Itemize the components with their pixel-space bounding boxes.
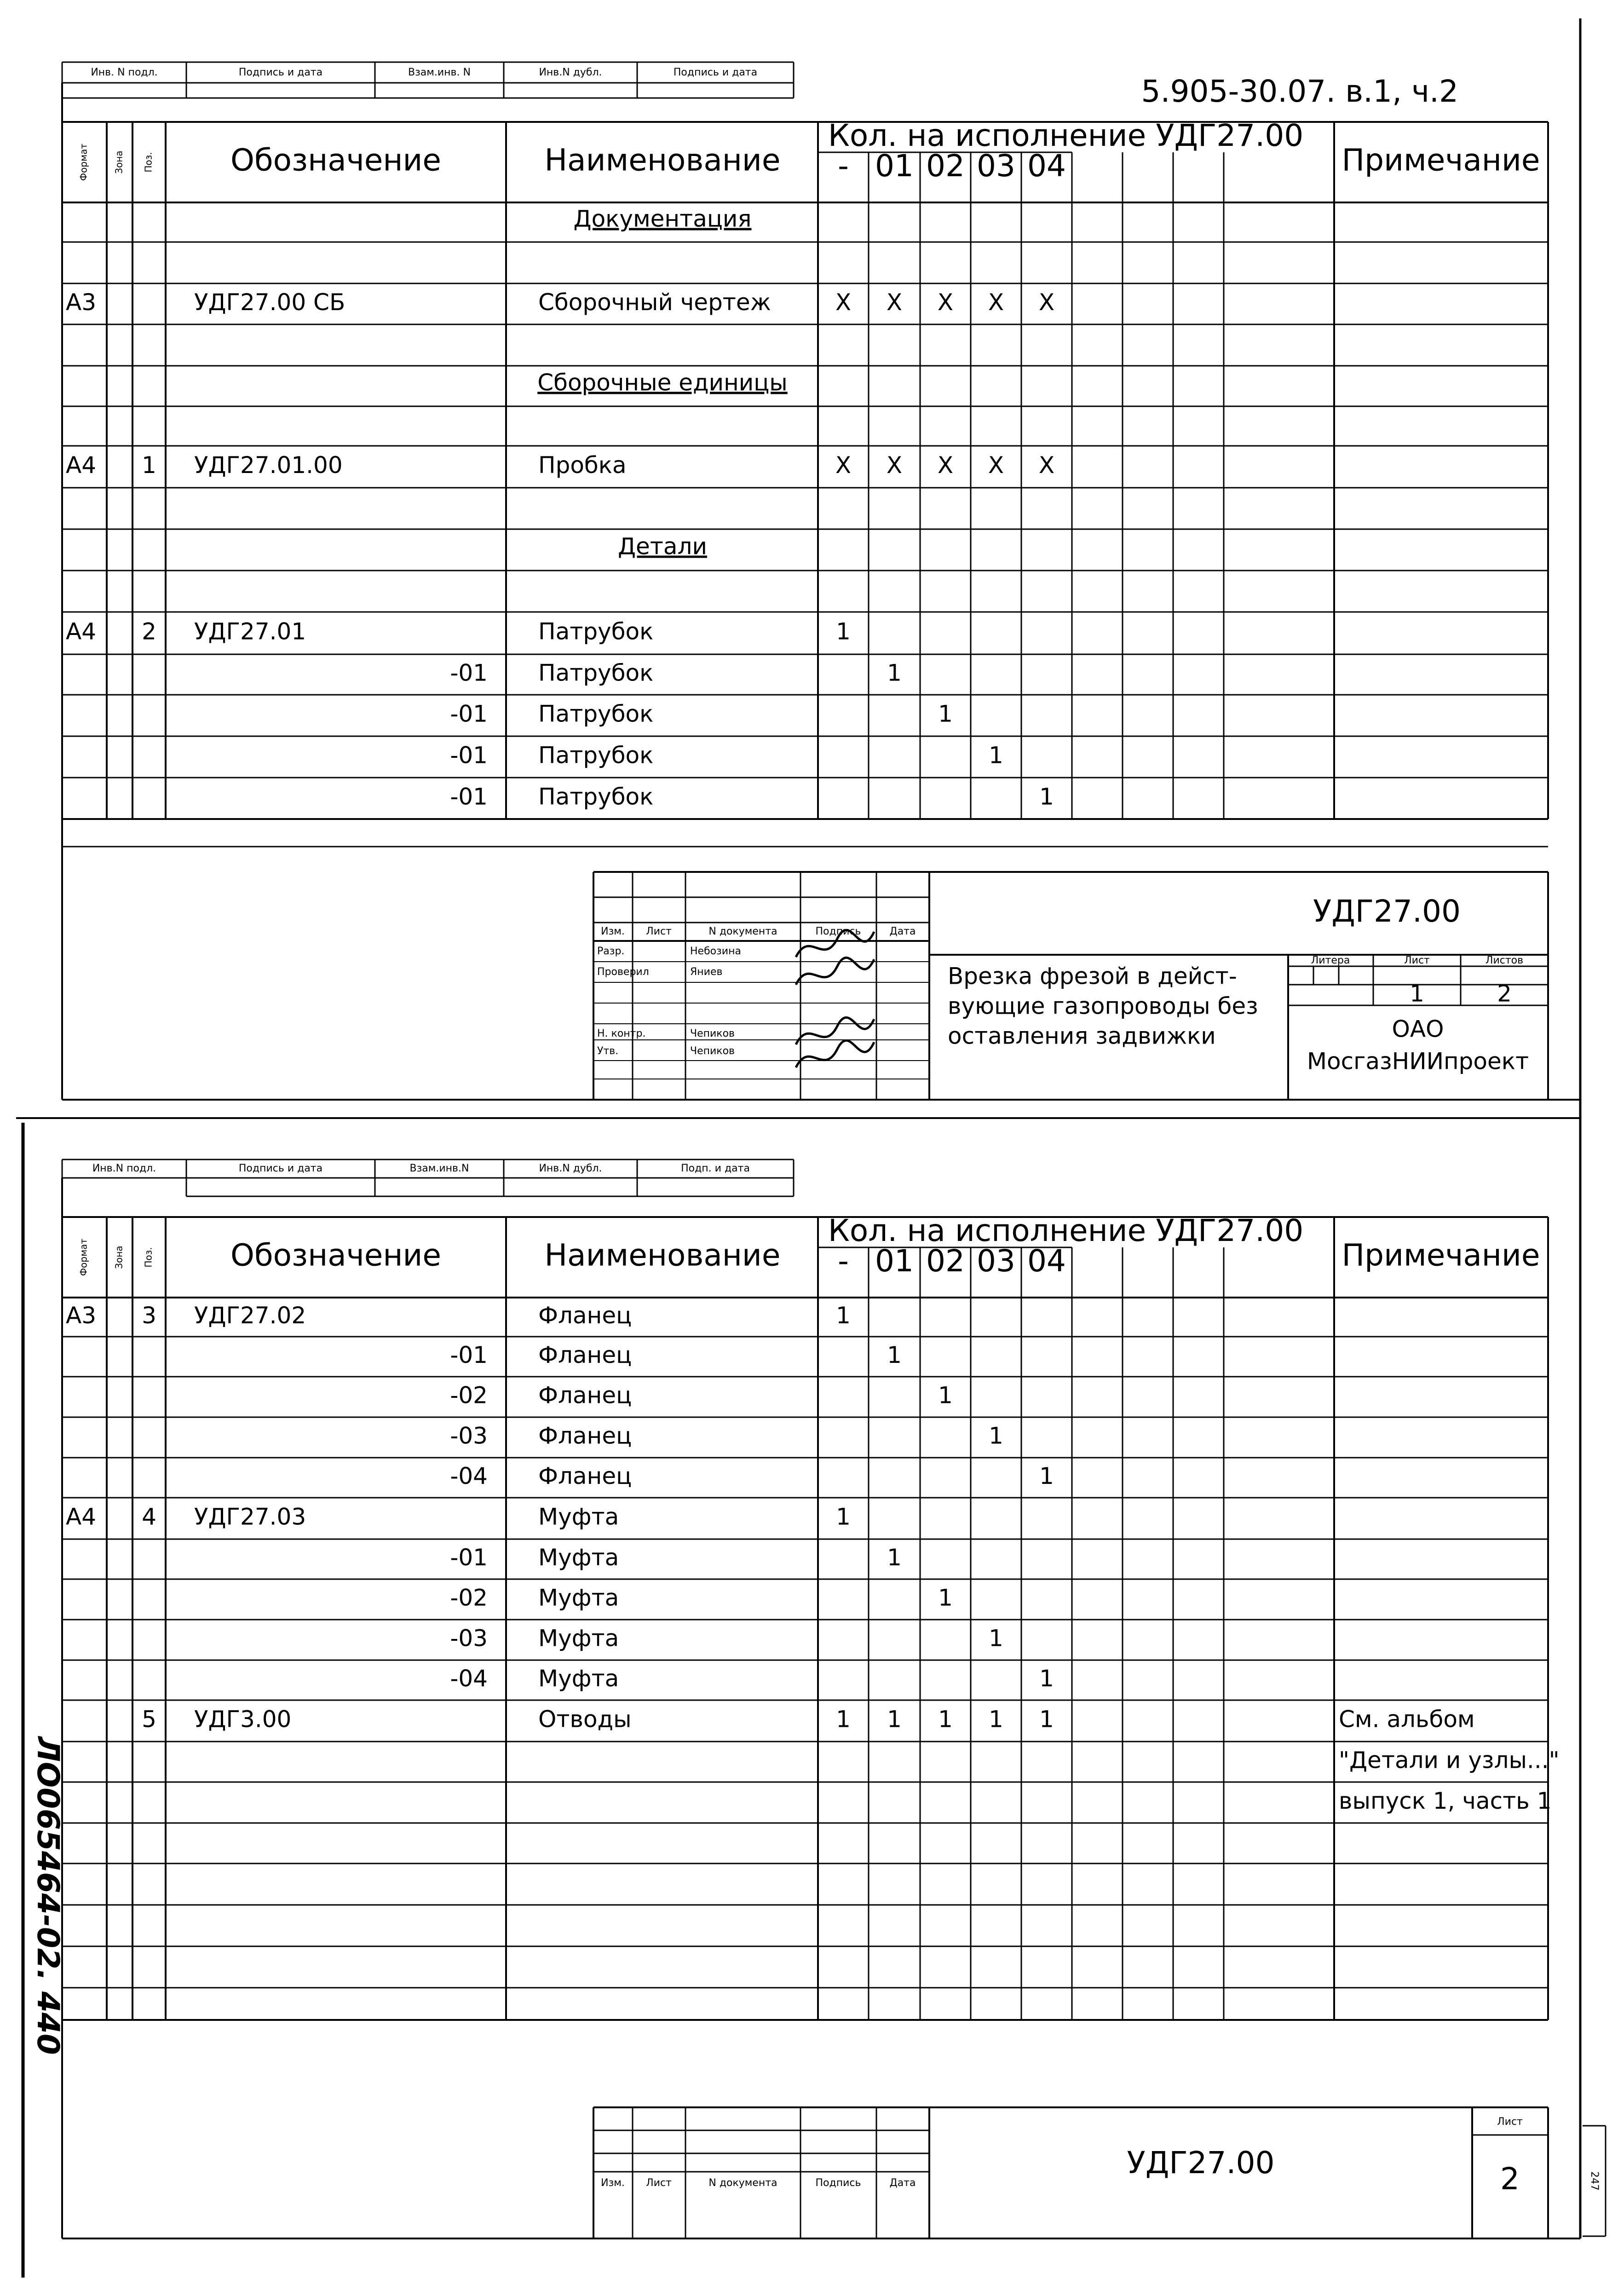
row-name: Муфта bbox=[538, 1584, 619, 1611]
stamp-label: Инв. N подл. bbox=[91, 67, 158, 78]
document-title-line: вующие газопроводы без bbox=[948, 992, 1258, 1020]
row-designation: -02 bbox=[450, 1382, 488, 1409]
column-header-pos: Поз. bbox=[143, 152, 154, 173]
row-quantity: 1 bbox=[989, 1706, 1003, 1733]
document-code: 5.905-30.07. в.1, ч.2 bbox=[1141, 74, 1458, 110]
row-quantity: 1 bbox=[989, 1625, 1003, 1652]
row-format: А4 bbox=[66, 1503, 97, 1530]
row-quantity: Х bbox=[886, 289, 903, 316]
column-header-designation: Обозначение bbox=[230, 1237, 441, 1273]
variant-header: 04 bbox=[1027, 1243, 1066, 1279]
column-header-name: Наименование bbox=[544, 142, 781, 178]
stamp-label: Инв.N дубл. bbox=[539, 1163, 602, 1174]
row-designation: -01 bbox=[450, 659, 488, 686]
row-quantity: 1 bbox=[887, 1544, 902, 1571]
row-quantity: Х bbox=[1038, 452, 1055, 479]
row-position: 5 bbox=[142, 1706, 156, 1733]
organization-line: ОАО bbox=[1392, 1015, 1444, 1043]
column-header-pos: Поз. bbox=[143, 1247, 154, 1268]
row-position: 3 bbox=[142, 1302, 156, 1329]
person-role: Проверил bbox=[597, 966, 649, 978]
row-name: Пробка bbox=[538, 452, 627, 479]
title-code: УДГ27.00 bbox=[1313, 894, 1461, 929]
variant-header: 03 bbox=[977, 1243, 1015, 1279]
row-quantity: 1 bbox=[836, 1302, 851, 1329]
variant-header: 04 bbox=[1027, 148, 1066, 184]
label-sheet-2: Лист bbox=[1497, 2116, 1523, 2128]
label-sheet: Лист bbox=[1404, 955, 1430, 966]
column-header-note: Примечание bbox=[1342, 142, 1540, 178]
label-litera: Литера bbox=[1311, 955, 1350, 966]
document-title-line: Врезка фрезой в дейст- bbox=[948, 963, 1237, 990]
row-format: А3 bbox=[66, 1302, 97, 1329]
row-quantity: 1 bbox=[989, 742, 1003, 769]
variant-header: 02 bbox=[926, 1243, 965, 1279]
row-name: Муфта bbox=[538, 1503, 619, 1530]
section-heading: Документация bbox=[573, 205, 752, 232]
row-designation: УДГ27.00 СБ bbox=[194, 289, 345, 316]
variant-header: - bbox=[838, 148, 849, 184]
column-header-format: Формат bbox=[78, 143, 89, 181]
row-designation: УДГ27.01 bbox=[194, 618, 306, 645]
row-designation: -01 bbox=[450, 700, 488, 727]
column-header-note: Примечание bbox=[1342, 1237, 1540, 1273]
row-format: А4 bbox=[66, 618, 97, 645]
label-date: Дата bbox=[889, 926, 916, 937]
row-quantity: Х bbox=[937, 452, 954, 479]
row-quantity: 1 bbox=[836, 1706, 851, 1733]
row-format: А3 bbox=[66, 289, 97, 316]
column-header-zone: Зона bbox=[113, 1246, 125, 1269]
row-name: Фланец bbox=[538, 1422, 632, 1449]
person-name: Чепиков bbox=[690, 1045, 735, 1057]
row-quantity: 1 bbox=[836, 1503, 851, 1530]
column-header-format: Формат bbox=[78, 1238, 89, 1276]
variant-header: 03 bbox=[977, 148, 1015, 184]
row-note: "Детали и узлы..." bbox=[1339, 1747, 1560, 1774]
row-name: Отводы bbox=[538, 1706, 632, 1733]
person-role: Утв. bbox=[597, 1045, 619, 1057]
variant-header: 01 bbox=[875, 1243, 914, 1279]
row-designation: УДГ27.03 bbox=[194, 1503, 306, 1530]
column-header-designation: Обозначение bbox=[230, 142, 441, 178]
row-quantity: Х bbox=[937, 289, 954, 316]
column-header-quantity: Кол. на исполнение УДГ27.00 bbox=[828, 1213, 1304, 1249]
row-position: 2 bbox=[142, 618, 156, 645]
row-quantity: Х bbox=[835, 289, 852, 316]
row-designation: -01 bbox=[450, 1544, 488, 1571]
stamp-label: Подпись и дата bbox=[673, 67, 758, 78]
row-format: А4 bbox=[66, 452, 97, 479]
row-name: Патрубок bbox=[538, 783, 654, 810]
variant-header: - bbox=[838, 1243, 849, 1279]
stamp-label: Взам.инв.N bbox=[409, 1163, 469, 1174]
sheets-total: 2 bbox=[1497, 980, 1512, 1007]
row-name: Муфта bbox=[538, 1625, 619, 1652]
row-designation: УДГ27.02 bbox=[194, 1302, 306, 1329]
row-position: 4 bbox=[142, 1503, 156, 1530]
row-quantity: 1 bbox=[938, 1382, 953, 1409]
row-name: Муфта bbox=[538, 1665, 619, 1692]
row-quantity: 1 bbox=[989, 1422, 1003, 1449]
row-designation: -01 bbox=[450, 742, 488, 769]
row-name: Патрубок bbox=[538, 700, 654, 727]
stamp-label: Взам.инв. N bbox=[408, 67, 471, 78]
row-quantity: 1 bbox=[887, 1342, 902, 1368]
label-doc-2: N документа bbox=[708, 2177, 777, 2189]
signature-approver bbox=[796, 1040, 874, 1067]
row-quantity: Х bbox=[988, 452, 1004, 479]
row-name: Фланец bbox=[538, 1302, 632, 1329]
row-designation: УДГ3.00 bbox=[194, 1706, 292, 1733]
label-izm-2: Изм. bbox=[601, 2177, 625, 2189]
column-header-quantity: Кол. на исполнение УДГ27.00 bbox=[828, 118, 1304, 154]
variant-header: 01 bbox=[875, 148, 914, 184]
row-designation: -01 bbox=[450, 783, 488, 810]
person-name: Чепиков bbox=[690, 1028, 735, 1039]
row-quantity: 1 bbox=[1039, 1463, 1054, 1489]
row-note: См. альбом bbox=[1339, 1706, 1475, 1733]
label-date-2: Дата bbox=[889, 2177, 916, 2189]
row-quantity: 1 bbox=[1039, 783, 1054, 810]
row-name: Фланец bbox=[538, 1463, 632, 1489]
label-sign: Подпись bbox=[815, 926, 861, 937]
label-list: Лист bbox=[646, 926, 672, 937]
side-archive-stamp: ЛО065464-02. 440 bbox=[30, 1736, 66, 2055]
row-designation: -02 bbox=[450, 1584, 488, 1611]
row-quantity: 1 bbox=[938, 1706, 953, 1733]
row-designation: УДГ27.01.00 bbox=[194, 452, 343, 479]
stamp-label: Инв.N подл. bbox=[92, 1163, 156, 1174]
row-name: Сборочный чертеж bbox=[538, 289, 771, 316]
row-designation: -04 bbox=[450, 1463, 488, 1489]
row-designation: -03 bbox=[450, 1422, 488, 1449]
stamp-label: Подпись и дата bbox=[238, 67, 323, 78]
row-quantity: Х bbox=[886, 452, 903, 479]
row-name: Патрубок bbox=[538, 618, 654, 645]
section-heading: Сборочные единицы bbox=[537, 369, 788, 396]
sheet-number: 1 bbox=[1410, 980, 1424, 1007]
row-position: 1 bbox=[142, 452, 156, 479]
stamp-label: Инв.N дубл. bbox=[539, 67, 602, 78]
row-designation: -04 bbox=[450, 1665, 488, 1692]
label-izm: Изм. bbox=[601, 926, 625, 937]
stamp-label: Подпись и дата bbox=[238, 1163, 323, 1174]
row-name: Фланец bbox=[538, 1342, 632, 1368]
variant-header: 02 bbox=[926, 148, 965, 184]
row-quantity: 1 bbox=[836, 618, 851, 645]
section-heading: Детали bbox=[617, 533, 708, 560]
person-role: Разр. bbox=[597, 946, 625, 957]
row-quantity: 1 bbox=[887, 1706, 902, 1733]
corner-mark: 247 bbox=[1589, 2171, 1600, 2191]
row-name: Муфта bbox=[538, 1544, 619, 1571]
row-name: Патрубок bbox=[538, 742, 654, 769]
row-quantity: 1 bbox=[938, 700, 953, 727]
row-quantity: Х bbox=[1038, 289, 1055, 316]
row-designation: -03 bbox=[450, 1625, 488, 1652]
row-quantity: 1 bbox=[887, 659, 902, 686]
row-quantity: Х bbox=[835, 452, 852, 479]
column-header-zone: Зона bbox=[113, 150, 125, 174]
row-note: выпуск 1, часть 1 bbox=[1339, 1788, 1552, 1814]
stamp-label: Подп. и дата bbox=[681, 1163, 750, 1174]
row-name: Патрубок bbox=[538, 659, 654, 686]
person-name: Небозина bbox=[690, 946, 741, 957]
sheet-number-2: 2 bbox=[1500, 2161, 1520, 2197]
label-sign-2: Подпись bbox=[815, 2177, 861, 2189]
signature-norm-control bbox=[796, 1017, 874, 1044]
person-role: Н. контр. bbox=[597, 1028, 646, 1039]
row-quantity: 1 bbox=[1039, 1665, 1054, 1692]
label-doc: N документа bbox=[708, 926, 777, 937]
label-list-2: Лист bbox=[646, 2177, 672, 2189]
row-quantity: 1 bbox=[1039, 1706, 1054, 1733]
title-code-sheet2: УДГ27.00 bbox=[1127, 2145, 1275, 2181]
label-sheets: Листов bbox=[1485, 955, 1524, 966]
row-designation: -01 bbox=[450, 1342, 488, 1368]
row-quantity: Х bbox=[988, 289, 1004, 316]
organization-line: МосгазНИИпроект bbox=[1307, 1048, 1529, 1075]
row-quantity: 1 bbox=[938, 1584, 953, 1611]
row-name: Фланец bbox=[538, 1382, 632, 1409]
person-name: Яниев bbox=[690, 966, 723, 978]
document-title-line: оставления задвижки bbox=[948, 1022, 1216, 1050]
column-header-name: Наименование bbox=[544, 1237, 781, 1273]
